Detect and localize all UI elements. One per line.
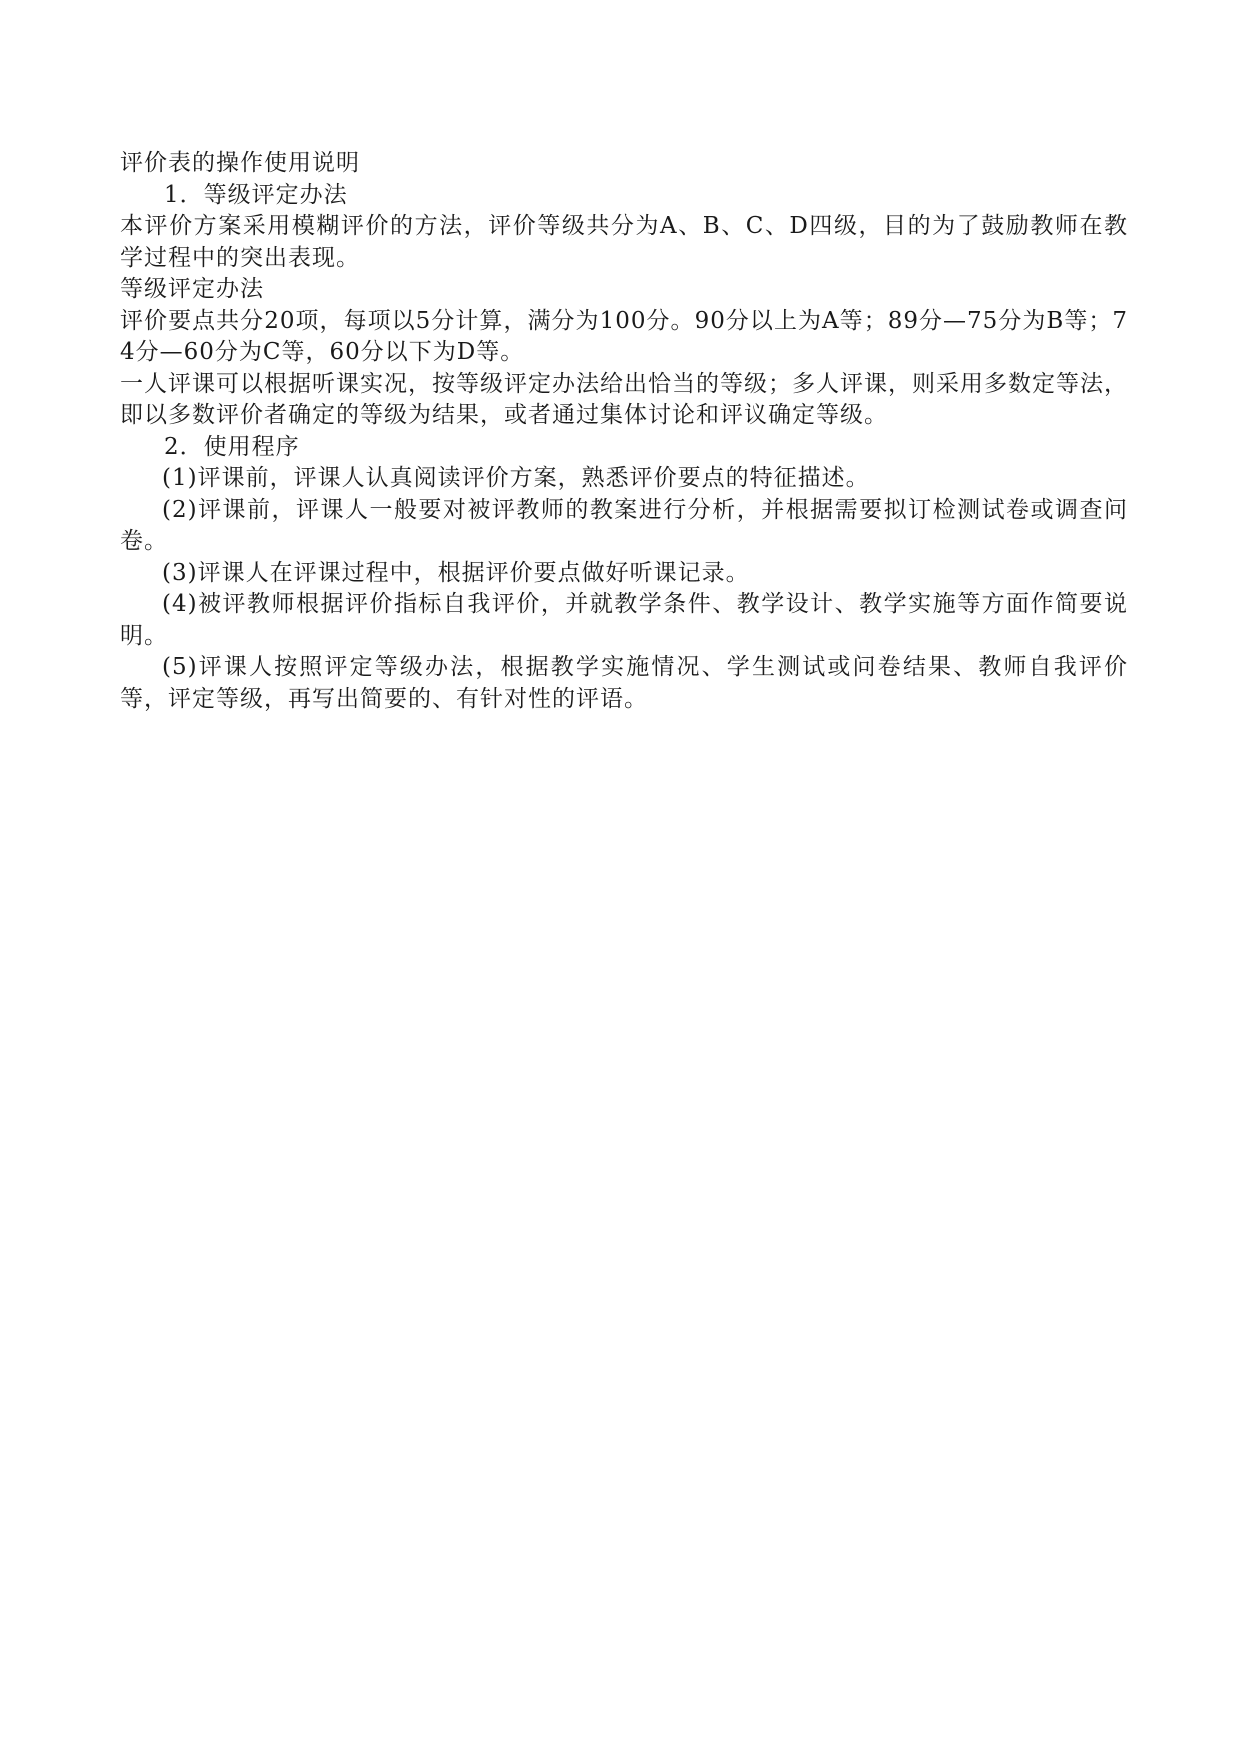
paragraph-fuzzy-evaluation: 本评价方案采用模糊评价的方法，评价等级共分为A、B、C、D四级，目的为了鼓励教师在教学过程中的突出表现。 — [120, 213, 1128, 271]
document-title: 评价表的操作使用说明 — [120, 150, 360, 176]
section-heading-procedure: 2．使用程序 — [164, 433, 300, 460]
procedure-step-2: (2)评课前，评课人一般要对被评教师的教案进行分析，并根据需要拟订检测试卷或调查问卷。 — [120, 496, 1128, 554]
procedure-step-1: (1)评课前，评课人认真阅读评价方案，熟悉评价要点的特征描述。 — [162, 465, 870, 491]
document-page — [120, 148, 1128, 715]
section-heading-grading: 1．等级评定办法 — [164, 181, 348, 208]
subheading-grading-method: 等级评定办法 — [120, 276, 264, 302]
procedure-step-3: (3)评课人在评课过程中，根据评价要点做好听课记录。 — [162, 559, 750, 586]
procedure-step-5: (5)评课人按照评定等级办法，根据教学实施情况、学生测试或问卷结果、教师自我评价等，评定等级，再写出简要的、有针对性的评语。 — [120, 654, 1128, 712]
paragraph-score-ranges: 评价要点共分20项，每项以5分计算，满分为100分。90分以上为A等；89分—75分为B等；74分—60分为C等，60分以下为D等。 — [120, 307, 1128, 365]
procedure-step-4: (4)被评教师根据评价指标自我评价，并就教学条件、教学设计、教学实施等方面作简要说明。 — [120, 591, 1128, 649]
paragraph-multi-evaluator: 一人评课可以根据听课实况，按等级评定办法给出恰当的等级；多人评课，则采用多数定等法，即以多数评价者确定的等级为结果，或者通过集体讨论和评议确定等级。 — [120, 370, 1128, 428]
